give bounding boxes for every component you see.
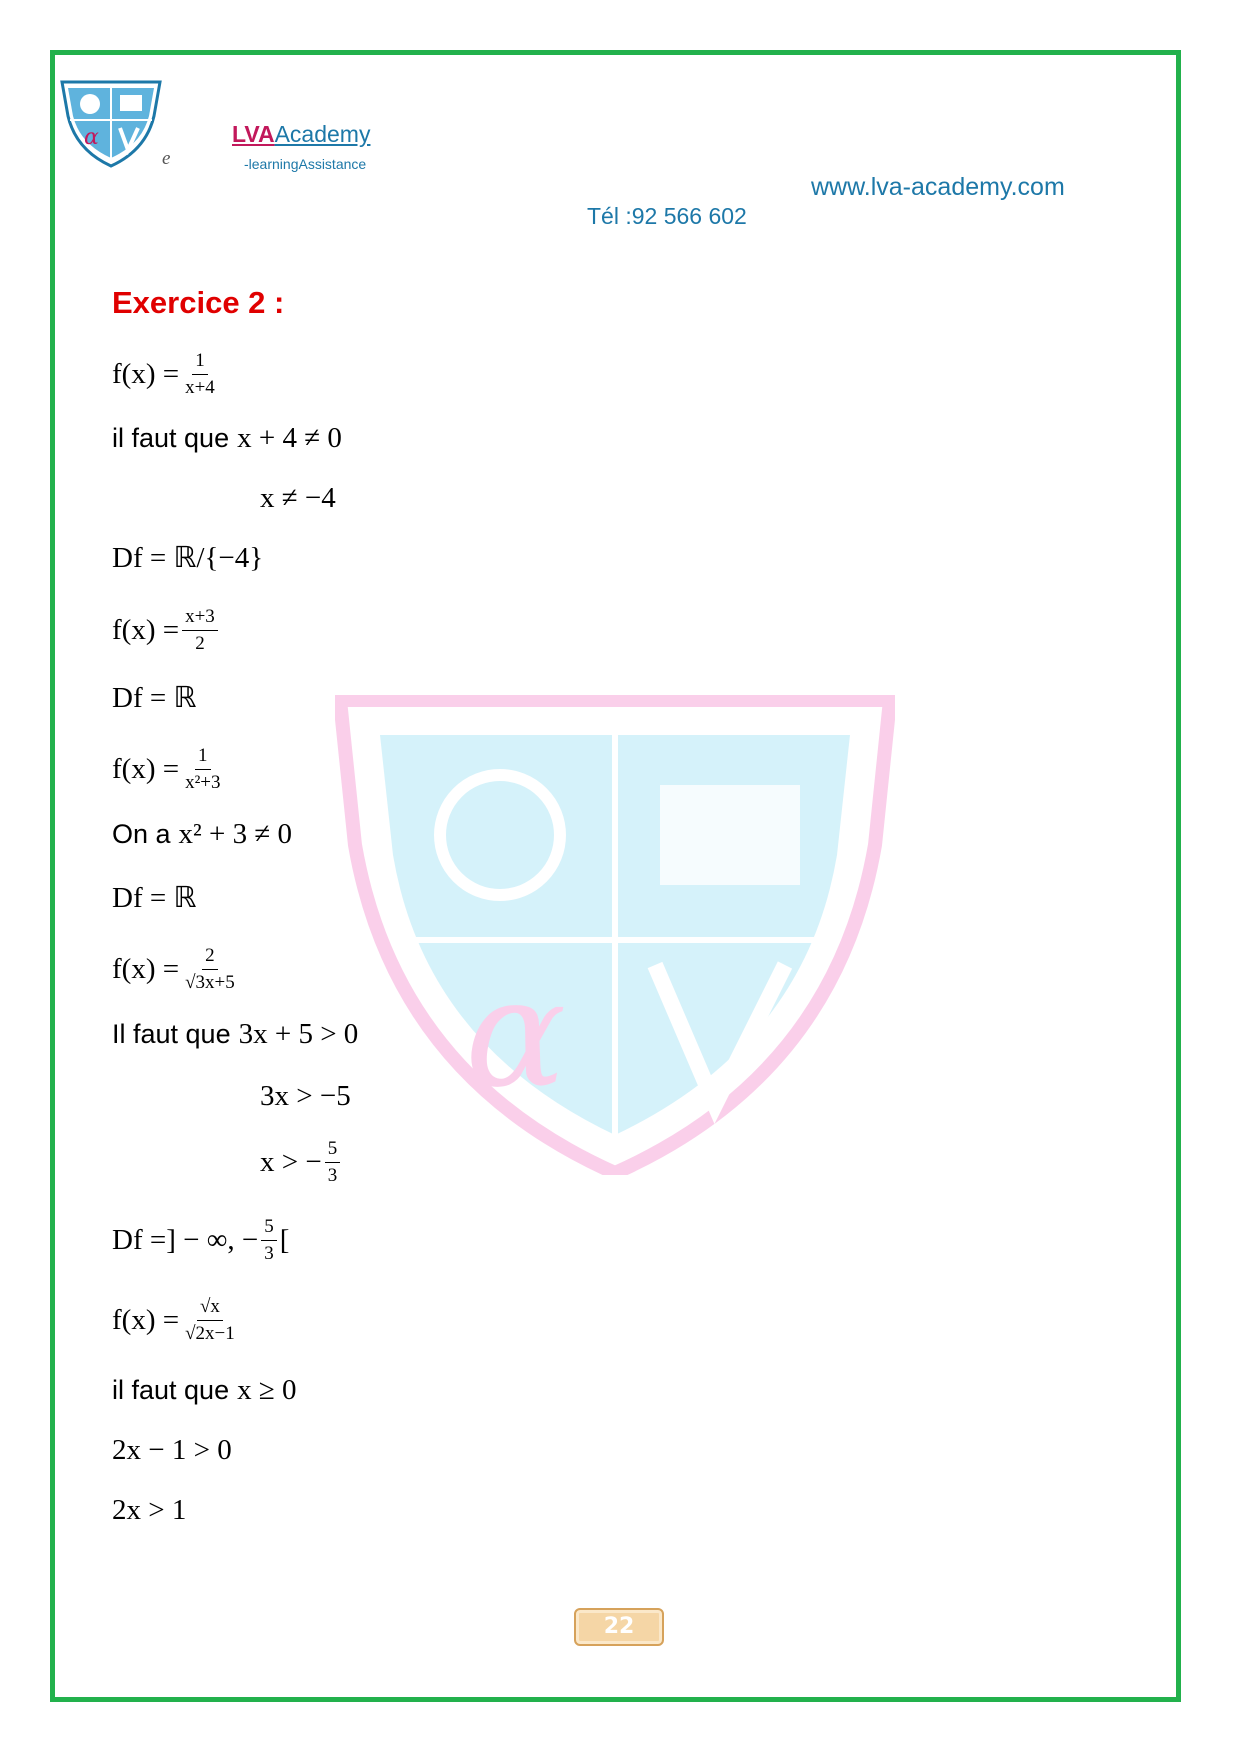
text: On a — [112, 819, 171, 849]
math-line-8 — [112, 818, 292, 851]
math-line-5 — [112, 606, 221, 655]
page-number: 22 — [574, 1608, 664, 1646]
math-line-14 — [112, 1216, 289, 1265]
fraction — [182, 606, 218, 655]
math-line-7 — [112, 745, 227, 794]
formula: 3x > −5 — [260, 1080, 351, 1112]
formula: x + 4 ≠ 0 — [237, 422, 342, 454]
formula: 2x > 1 — [112, 1494, 187, 1526]
formula-lhs: x > − — [260, 1146, 322, 1178]
formula-lhs: f(x) = — [112, 753, 180, 785]
math-line-10 — [112, 945, 241, 994]
numerator: x+3 — [182, 606, 218, 631]
denominator: 2 — [195, 633, 205, 654]
formula: x ≠ −4 — [260, 482, 336, 514]
numerator: √x — [197, 1296, 223, 1321]
brand-lva: LVA — [232, 121, 275, 147]
denominator: √3x+5 — [185, 972, 235, 993]
exercise-title: Exercice 2 : — [112, 285, 285, 320]
math-line-4 — [112, 540, 263, 575]
math-line-18 — [112, 1494, 186, 1527]
math-line-3 — [260, 482, 336, 515]
formula: Df = ℝ/{−4} — [112, 542, 264, 574]
fraction — [182, 745, 223, 794]
formula: x ≥ 0 — [237, 1374, 297, 1406]
math-line-16 — [112, 1374, 297, 1407]
denominator: 3 — [327, 1165, 338, 1186]
math-line-2 — [112, 422, 342, 455]
numerator: 1 — [195, 745, 211, 770]
brand-academy: Academy — [274, 121, 371, 147]
formula-lhs: f(x) = — [112, 358, 180, 390]
math-line-12 — [260, 1080, 351, 1113]
denominator: 3 — [264, 1243, 274, 1264]
fraction — [182, 1296, 238, 1345]
formula: Df = ℝ — [112, 682, 197, 714]
website-link[interactable]: www.lva-academy.com — [811, 173, 1065, 201]
svg-text:α: α — [84, 125, 99, 150]
text: Il faut que — [112, 1019, 231, 1049]
formula: 3x + 5 > 0 — [238, 1018, 359, 1050]
numerator: 5 — [261, 1216, 277, 1241]
formula-lhs: f(x) = — [112, 953, 180, 985]
brand-name — [232, 121, 370, 148]
brand-tagline: -learningAssistance — [244, 156, 367, 172]
math-line-15 — [112, 1296, 241, 1345]
svg-text:α: α — [465, 947, 567, 1121]
denominator: x²+3 — [185, 772, 221, 793]
logo-letter: e — [162, 148, 171, 169]
formula-rhs: [ — [279, 1224, 290, 1256]
numerator: 5 — [325, 1138, 341, 1163]
fraction — [182, 945, 238, 994]
math-line-1 — [112, 350, 221, 399]
math-line-9 — [112, 880, 196, 915]
fraction — [182, 350, 218, 399]
formula: 2x − 1 > 0 — [112, 1434, 232, 1466]
formula: x² + 3 ≠ 0 — [178, 818, 293, 850]
math-line-17 — [112, 1434, 232, 1467]
denominator: x+4 — [185, 377, 215, 398]
watermark-shield-icon — [335, 695, 895, 1175]
text: il faut que — [112, 1375, 230, 1405]
math-line-13 — [260, 1138, 343, 1187]
formula-lhs: f(x) = — [112, 1304, 180, 1336]
text: il faut que — [112, 423, 230, 453]
denominator: √2x−1 — [185, 1323, 235, 1344]
phone-number: Tél :92 566 602 — [587, 203, 747, 229]
math-line-6 — [112, 680, 196, 715]
fraction — [261, 1216, 277, 1265]
formula-lhs: f(x) = — [112, 614, 180, 646]
fraction — [325, 1138, 341, 1187]
formula: Df = ℝ — [112, 882, 197, 914]
numerator: 2 — [202, 945, 218, 970]
math-line-11 — [112, 1018, 358, 1051]
formula-lhs: Df =] − ∞, − — [112, 1224, 259, 1256]
lva-shield-logo — [58, 78, 164, 168]
numerator: 1 — [192, 350, 208, 375]
